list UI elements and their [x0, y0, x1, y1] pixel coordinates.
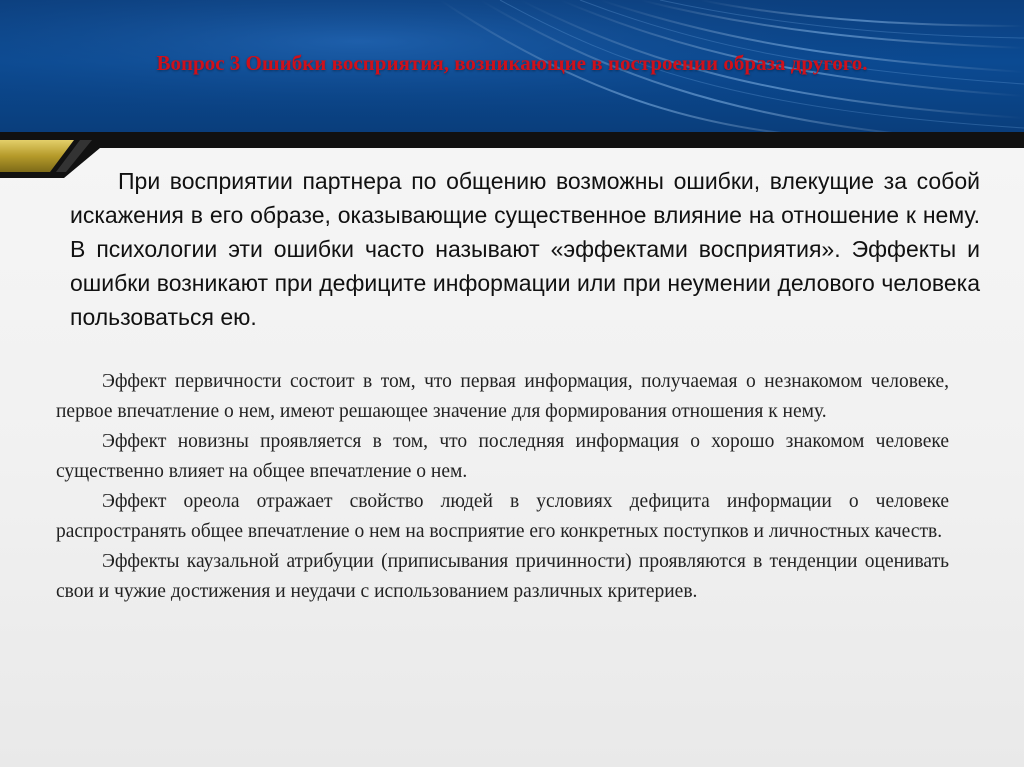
effect-halo: Эффект ореола отражает свойство людей в условиях дефицита информации о человеке распространять общее впечатление о нем на восприятие его конкретных поступков и личностных качеств. — [56, 491, 949, 542]
effect-causal-attribution: Эффекты каузальной атрибуции (приписывания причинности) проявляются в тенденции оценивать свои и чужие достижения и неудачи с использованием различных критериев. — [56, 551, 949, 602]
header-band — [0, 0, 1024, 138]
effect-recency: Эффект новизны проявляется в том, что последняя информация о хорошо знакомом человеке существенно влияет на общее впечатление о нем. — [56, 431, 949, 482]
effects-list — [56, 367, 949, 607]
effect-primacy: Эффект первичности состоит в том, что первая информация, получаемая о незнакомом человеке, первое впечатление о нем, имеют решающее значение для формирования отношения к нему. — [56, 371, 949, 422]
intro-paragraph: При восприятии партнера по общению возможны ошибки, влекущие за собой искажения в его образе, оказывающие существенное влияние на отношение к нему. В психологии эти ошибки часто называют «эффектами восприятия». Эффекты и ошибки возникают при дефиците информации или при неумении делового человека пользоваться ею. — [70, 168, 980, 330]
slide-title: Вопрос 3 Ошибки восприятия, возникающие в построении образа другого. — [156, 51, 868, 75]
